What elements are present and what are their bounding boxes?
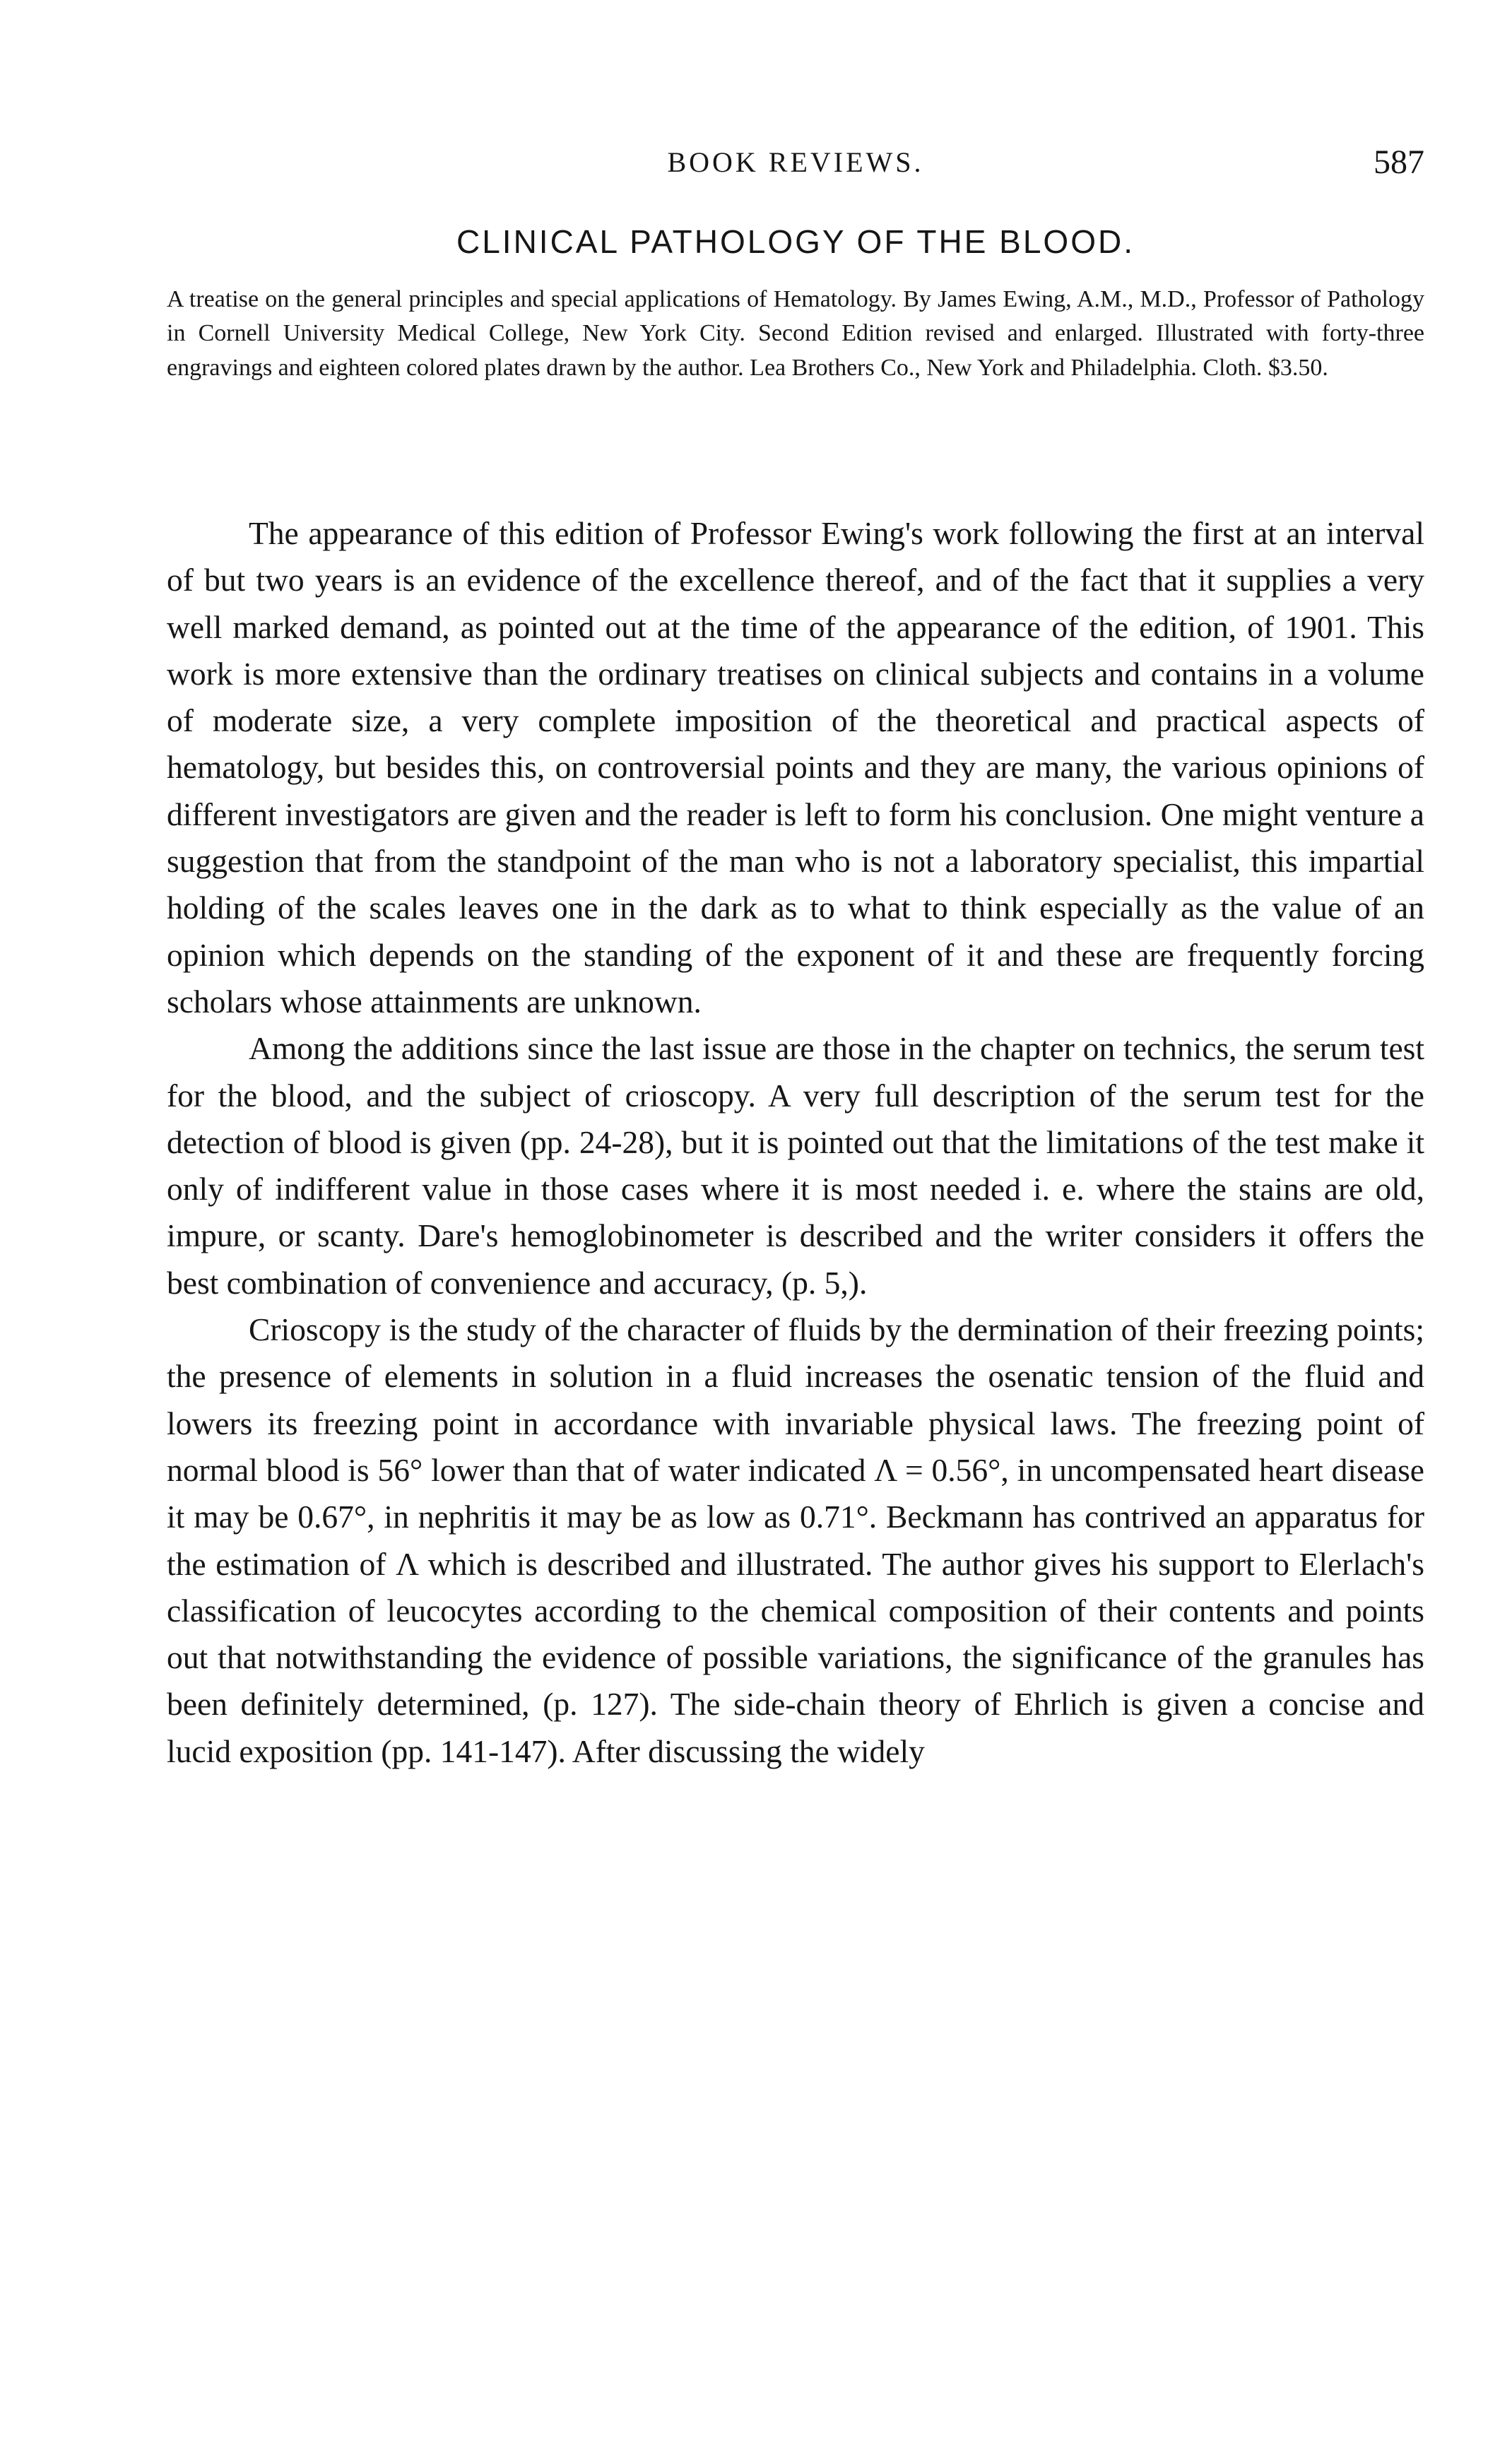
review-paragraph: The appearance of this edition of Professor Ewing's work following the first at an interval of but two years is an evidence of the excellence thereof, and of the fact that it supplies a very well marked demand, as pointed out at the time of the appearance of the edition, of 1901. This work is more extensive than the ordinary treatises on clinical subjects and contains in a volume of moderate size, a very complete imposition of the theoretical and practical aspects of hematology, but besides this, on controversial points and they are many, the various opinions of different investigators are given and the reader is left to form his conclusion. One might venture a suggestion that from the standpoint of the man who is not a laboratory specialist, this impartial holding of the scales leaves one in the dark as to what to think especially as the value of an opinion which depends on the standing of the exponent of it and these are frequently forcing scholars whose attainments are unknown. <box>167 515 1424 1020</box>
book-citation: A treatise on the general principles and special applications of Hematology. By James Ewing, A.M., M.D., Professor of Pathology in Cornell University Medical College, New York City. Second Edition revised and enlarged. Illustrated with forty-three engravings and eighteen colored plates drawn by the author. Lea Brothers Co., New York and Philadelphia. Cloth. $3.50. <box>167 286 1424 381</box>
page-number: 587 <box>1374 143 1424 181</box>
running-title: BOOK REVIEWS. <box>667 146 924 178</box>
review-body <box>167 510 1424 1775</box>
review-paragraph: Among the additions since the last issue are those in the chapter on technics, the serum test for the blood, and the subject of crioscopy. A very full description of the serum test for the detection of blood is given (pp. 24-28), but it is pointed out that the limitations of the test make it only of indifferent value in those cases where it is most needed i. e. where the stains are old, impure, or scanty. Dare's hemoglobinometer is described and the writer considers it offers the best combination of convenience and accuracy, (p. 5,). <box>167 1030 1424 1301</box>
review-paragraph: Crioscopy is the study of the character of fluids by the dermination of their freezing points; the presence of elements in solution in a fluid increases the osenatic tension of the fluid and lowers its freezing point in accordance with invariable physical laws. The freezing point of normal blood is 56° lower than that of water indicated Λ = 0.56°, in uncompensated heart disease it may be 0.67°, in nephritis it may be as low as 0.71°. Beckmann has contrived an apparatus for the estimation of Λ which is described and illustrated. The author gives his support to Elerlach's classification of leucocytes according to the chemical composition of their contents and points out that notwithstanding the evidence of possible variations, the significance of the granules has been definitely determined, (p. 127). The side-chain theory of Ehrlich is given a concise and lucid exposition (pp. 141-147). After discussing the widely <box>167 1311 1424 1769</box>
running-head <box>167 141 1424 184</box>
article-title: CLINICAL PATHOLOGY OF THE BLOOD. <box>456 223 1135 260</box>
